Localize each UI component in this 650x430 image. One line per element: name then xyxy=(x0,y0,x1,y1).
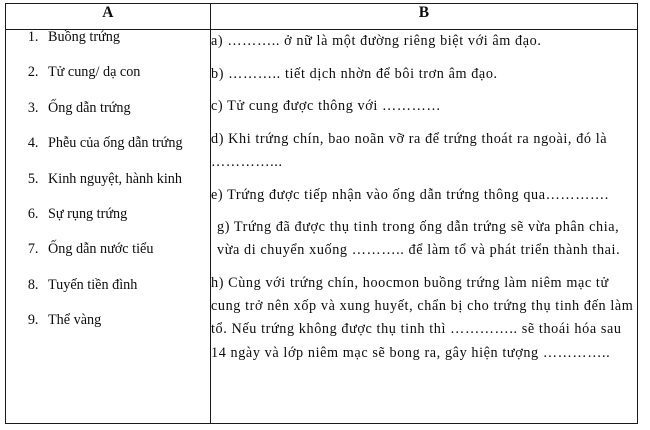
list-item xyxy=(42,207,210,223)
list-item xyxy=(42,136,210,152)
list-item xyxy=(42,242,210,258)
column-a-item-label: Kinh nguyệt, hành kinh xyxy=(48,170,182,187)
column-b-item-e: e) Trứng được tiếp nhận vào ống dẫn trứng thông qua…………. xyxy=(211,186,609,203)
column-b-item-h: h) Cùng với trứng chín, hoocmon buồng trứng làm niêm mạc tử cung trở nên xốp và xung huyết, chẩn bị cho trứng thụ tinh đến làm tổ. Nếu trứng không được thụ tinh thì ………….. sẽ thoái hóa sau 14 ngày và lớp niêm mạc sẽ bong ra, gây hiện tượng ………….. xyxy=(211,275,634,361)
list-item xyxy=(42,172,210,188)
table-body xyxy=(6,30,638,424)
column-a-item-label: Ống dẫn trứng xyxy=(48,99,131,116)
header-row xyxy=(6,4,638,30)
column-b-cell xyxy=(211,30,638,424)
column-header-a: A xyxy=(6,4,211,30)
column-b-item-d: d) Khi trứng chín, bao noãn vỡ ra để trứng thoát ra ngoài, đó là …………... xyxy=(211,130,608,171)
column-a-cell xyxy=(6,30,211,424)
list-item xyxy=(42,278,210,294)
list-item xyxy=(42,65,210,81)
column-header-b: B xyxy=(211,4,638,30)
column-a-item-label: Ống dẫn nước tiểu xyxy=(48,241,154,258)
list-item xyxy=(42,313,210,329)
column-b-item-g: g) Trứng đã được thụ tinh trong ống dẫn trứng sẽ vừa phân chia, vừa di chuyển xuống ……….. để làm tổ và phát triển thành thai. xyxy=(217,219,621,259)
column-b-item-a: a) ……….. ở nữ là một đường riêng biệt với âm đạo. xyxy=(211,33,542,49)
column-a-item-label: Phễu của ống dẫn trứng xyxy=(48,135,183,152)
column-b-list xyxy=(211,30,637,365)
column-a-item-label: Buồng trứng xyxy=(48,29,120,45)
table-header xyxy=(6,4,638,30)
content-row xyxy=(6,30,638,424)
matching-table xyxy=(5,3,638,424)
column-a-item-label: Sự rụng trứng xyxy=(48,206,128,223)
column-a-item-label: Thể vàng xyxy=(48,312,102,329)
column-a-item-label: Tử cung/ dạ con xyxy=(48,64,141,81)
column-a-item-label: Tuyến tiền đình xyxy=(48,276,138,293)
column-a-list xyxy=(6,30,210,329)
list-item xyxy=(42,101,210,117)
list-item xyxy=(42,30,210,46)
column-b-item-b: b) ……….. tiết dịch nhờn để bôi trơn âm đạo. xyxy=(211,65,498,82)
column-b-item-c: c) Tử cung được thông với ………… xyxy=(211,98,442,115)
